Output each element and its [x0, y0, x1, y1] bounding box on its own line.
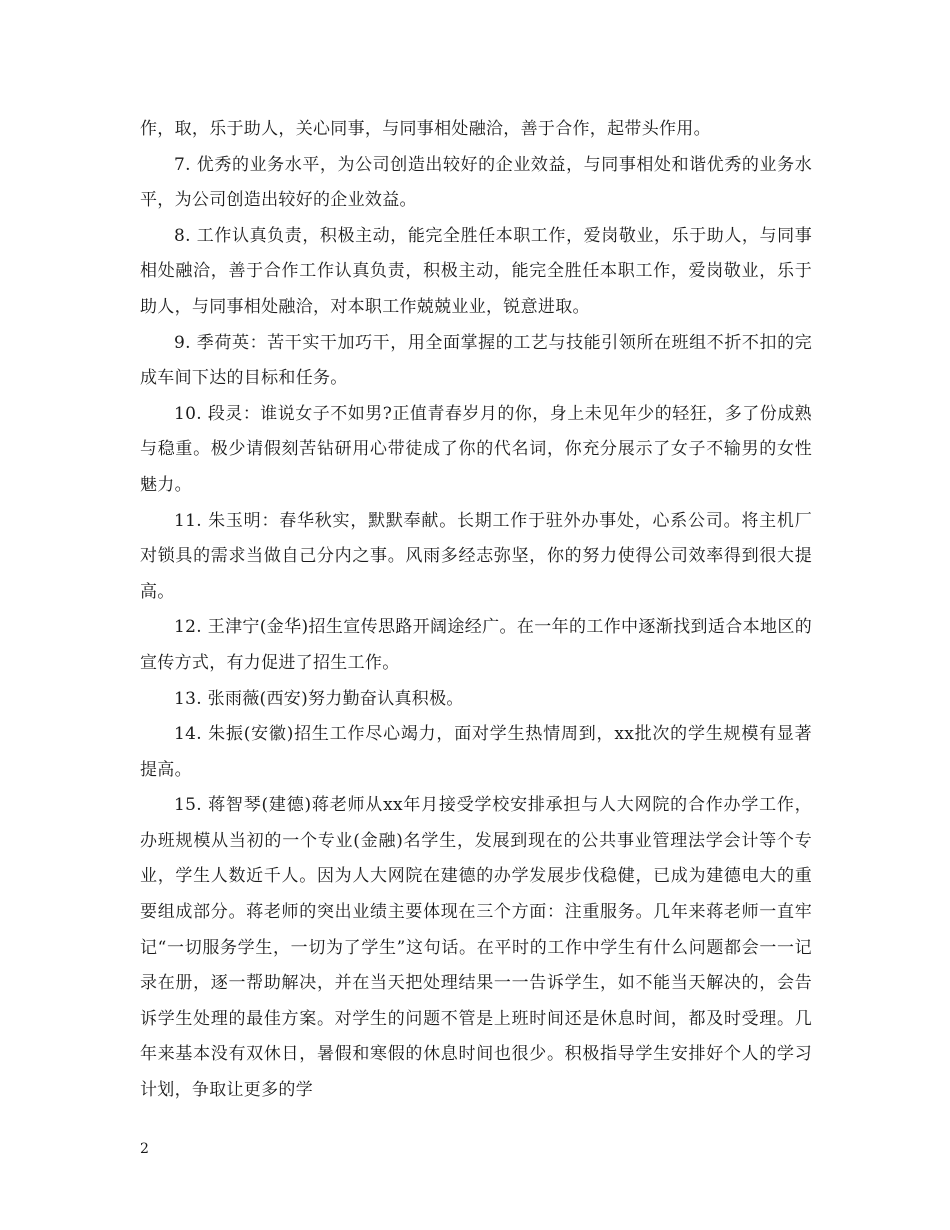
document-body [140, 112, 812, 1109]
page-number: 2 [140, 1141, 149, 1157]
paragraph-continued: 作，取，乐于助人，关心同事，与同事相处融洽，善于合作，起带头作用。 [140, 119, 711, 139]
paragraph-item-10: 10. 段灵：谁说女子不如男?正值青春岁月的你，身上未见年少的轻狂，多了份成熟与稳重。极少请假刻苦钻研用心带徒成了你的代名词，你充分展示了女子不输男的女性魅力。 [140, 403, 812, 495]
paragraph-item-14: 14. 朱振(安徽)招生工作尽心竭力，面对学生热情周到，xx批次的学生规模有显著提高。 [140, 724, 812, 780]
paragraph-item-8: 8. 工作认真负责，积极主动，能完全胜任本职工作，爱岗敬业，乐于助人，与同事相处融洽，善于合作工作认真负责，积极主动，能完全胜任本职工作，爱岗敬业，乐于助人，与同事相处融洽，对本职工作兢兢业业，锐意进取。 [140, 225, 812, 317]
paragraph-item-7: 7. 优秀的业务水平，为公司创造出较好的企业效益，与同事相处和谐优秀的业务水平，为公司创造出较好的企业效益。 [140, 154, 812, 211]
paragraph-item-11: 11. 朱玉明：春华秋实，默默奉献。长期工作于驻外办事处，心系公司。将主机厂对锁具的需求当做自己分内之事。风雨多经志弥坚，你的努力使得公司效率得到很大提高。 [140, 510, 812, 602]
paragraph-item-12: 12. 王津宁(金华)招生宣传思路开阔途经广。在一年的工作中逐渐找到适合本地区的宣传方式，有力促进了招生工作。 [140, 617, 812, 673]
paragraph-item-9: 9. 季荷英：苦干实干加巧干，用全面掌握的工艺与技能引领所在班组不折不扣的完成车间下达的目标和任务。 [140, 332, 812, 389]
paragraph-item-13: 13. 张雨薇(西安)努力勤奋认真积极。 [174, 688, 464, 709]
paragraph-item-15: 15. 蒋智琴(建德)蒋老师从xx年月接受学校安排承担与人大网院的合作办学工作，办班规模从当初的一个专业(金融)名学生，发展到现在的公共事业管理法学会计等个专业，学生人数近千人。因为人大网院在建德的办学发展步伐稳健，已成为建德电大的重要组成部分。蒋老师的突出业绩主要体现在三个方面：注重服务。几年来蒋老师一直牢记“一切服务学生，一切为了学生”这句话。在平时的工作中学生有什么问题都会一一记录在册，逐一帮助解决，并在当天把处理结果一一告诉学生，如不能当天解决的，会告诉学生处理的最佳方案。对学生的问题不管是上班时间还是休息时间，都及时受理。几年来基本没有双休日，暑假和寒假的休息时间也很少。积极指导学生安排好个人的学习计划，争取让更多的学 [140, 795, 812, 1101]
